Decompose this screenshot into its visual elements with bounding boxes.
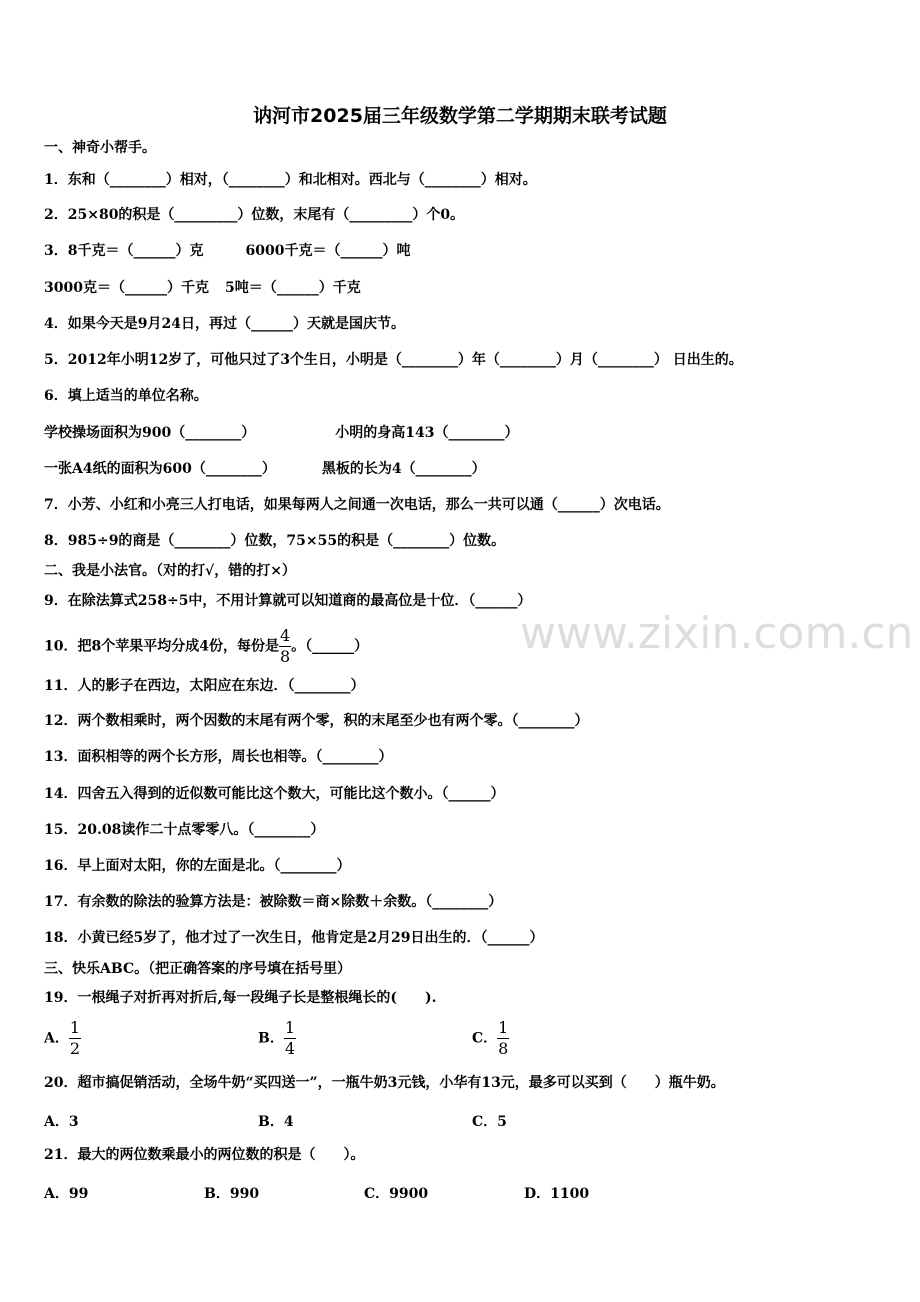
option-21b: B．990 xyxy=(204,1186,260,1202)
fraction-one-quarter: $\frac{1}{4}$ xyxy=(284,1018,296,1058)
option-19a: A． $\frac{1}{2}$ xyxy=(44,1018,81,1058)
question-15: 15．20.08读作二十点零零八。（________） xyxy=(44,822,325,838)
option-20c: C．5 xyxy=(472,1114,507,1130)
question-9: 9．在除法算式258÷5中，不用计算就可以知道商的最高位是十位．（______） xyxy=(44,593,532,609)
question-6: 6．填上适当的单位名称。 xyxy=(44,388,208,404)
option-20a: A．3 xyxy=(44,1114,79,1130)
question-10-text: 10．把8个苹果平均分成4份，每份是 xyxy=(44,638,279,655)
option-19c: C． $\frac{1}{8}$ xyxy=(472,1018,509,1058)
question-8: 8．985÷9的商是（________）位数，75×55的积是（________）位数。 xyxy=(44,533,506,549)
question-13: 13．面积相等的两个长方形，周长也相等。（________） xyxy=(44,749,393,765)
question-14: 14．四舍五入得到的近似数可能比这个数大，可能比这个数小。（______） xyxy=(44,786,505,802)
question-3-row-1 xyxy=(44,242,410,260)
option-19b: B． $\frac{1}{4}$ xyxy=(258,1018,296,1058)
question-3c: 3000克＝（______）千克 xyxy=(44,280,209,296)
fraction-one-eighth: $\frac{1}{8}$ xyxy=(498,1018,509,1058)
question-19: 19．一根绳子对折再对折后,每一段绳子长是整根绳长的( ). xyxy=(44,990,437,1006)
section-2-heading: 二、我是小法官。（对的打√，错的打×） xyxy=(44,563,296,579)
question-17: 17．有余数的除法的验算方法是：被除数＝商×除数＋余数。（________） xyxy=(44,894,503,910)
watermark: www.zixin.com.cn xyxy=(520,608,914,659)
question-6-row-1 xyxy=(44,424,518,442)
question-3b: 6000千克＝（______）吨 xyxy=(245,243,411,259)
question-12: 12．两个数相乘时，两个因数的末尾有两个零，积的末尾至少也有两个零。（________） xyxy=(44,713,589,729)
page-title: 讷河市2025届三年级数学第二学期期末联考试题 xyxy=(253,105,667,127)
section-1-heading: 一、神奇小帮手。 xyxy=(44,140,156,156)
option-21c: C．9900 xyxy=(364,1186,429,1202)
option-21a: A．99 xyxy=(44,1186,89,1202)
question-11: 11．人的影子在西边，太阳应在东边．（________） xyxy=(44,678,365,694)
question-6c: 一张A4纸的面积为600（________） xyxy=(44,461,276,477)
question-7: 7．小芳、小红和小亮三人打电话，如果每两人之间通一次电话，那么一共可以通（______）次电话。 xyxy=(44,497,670,513)
section-3-heading: 三、快乐ABC。（把正确答案的序号填在括号里） xyxy=(44,961,352,977)
fraction-four-eighths: $\frac{4}{8}$ xyxy=(279,626,291,666)
question-6-row-2 xyxy=(44,460,486,478)
question-18: 18．小黄已经5岁了，他才过了一次生日，他肯定是2月29日出生的．（______） xyxy=(44,930,544,946)
question-6a: 学校操场面积为900（________） xyxy=(44,425,256,441)
question-5: 5．2012年小明12岁了，可他只过了3个生日，小明是（________）年（________）月（________） 日出生的。 xyxy=(44,352,743,368)
question-10-blank: 。（______） xyxy=(291,638,369,655)
question-3d: 5吨＝（______）千克 xyxy=(224,280,361,296)
question-20: 20．超市搞促销活动，全场牛奶“买四送一”，一瓶牛奶3元钱，小华有13元，最多可以买到（ ）瓶牛奶。 xyxy=(44,1075,725,1091)
question-16: 16．早上面对太阳，你的左面是北。（________） xyxy=(44,858,351,874)
question-1: 1．东和（________）相对，（________）和北相对。西北与（________）相对。 xyxy=(44,172,537,188)
question-6b: 小明的身高143（________） xyxy=(335,425,519,441)
question-4: 4．如果今天是9月24日，再过（______）天就是国庆节。 xyxy=(44,316,405,332)
option-21d: D．1100 xyxy=(524,1186,590,1202)
question-3a: 3．8千克＝（______）克 xyxy=(44,243,204,259)
question-3-row-2 xyxy=(44,279,361,297)
question-10 xyxy=(44,628,368,665)
fraction-one-half: $\frac{1}{2}$ xyxy=(69,1018,81,1058)
question-2: 2．25×80的积是（_________）位数，末尾有（_________）个0。 xyxy=(44,207,465,223)
option-20b: B．4 xyxy=(258,1114,294,1130)
question-21: 21．最大的两位数乘最小的两位数的积是（ ）。 xyxy=(44,1147,365,1163)
question-6d: 黑板的长为4（________） xyxy=(321,461,486,477)
